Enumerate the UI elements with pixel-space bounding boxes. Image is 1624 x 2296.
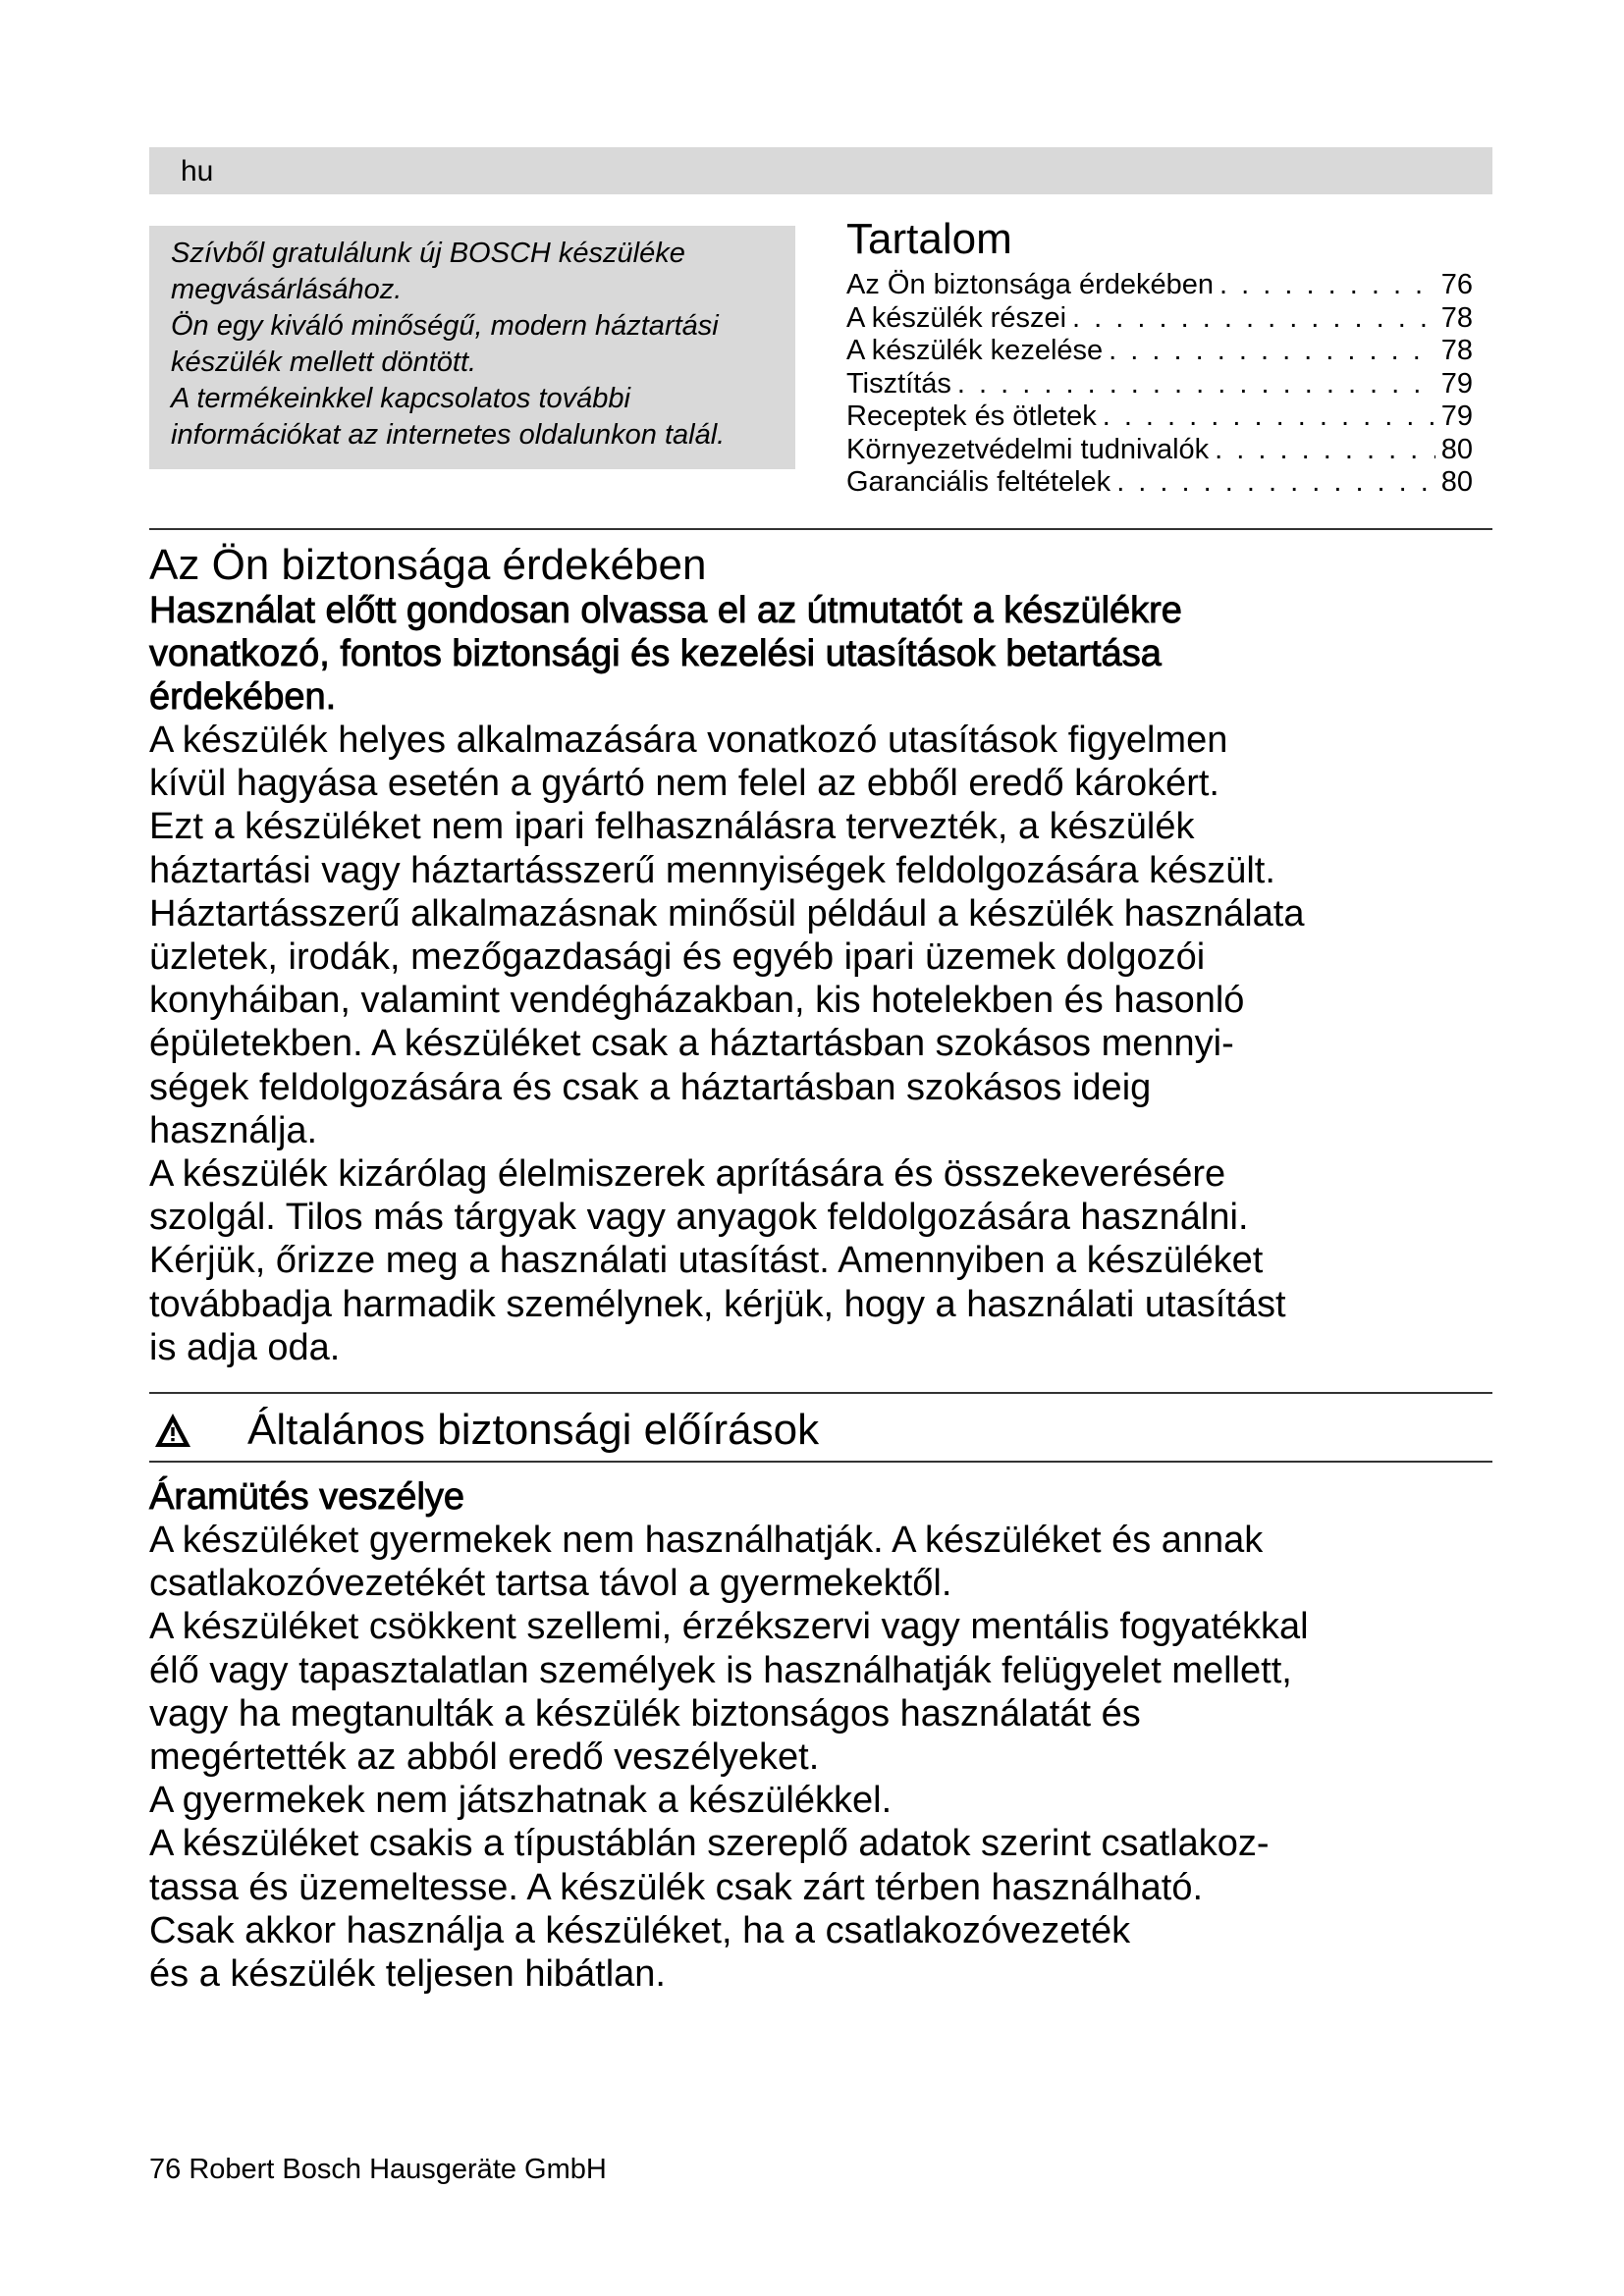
intro-line: információkat az internetes oldalunkon talál. [171, 419, 726, 451]
language-code: hu [181, 155, 214, 187]
toc-leader [1116, 466, 1435, 500]
toc-leader [1215, 434, 1435, 467]
toc-entry-page: 80 [1440, 433, 1473, 465]
toc-entry[interactable] [846, 368, 1473, 401]
general-safety-section [149, 1475, 1504, 1996]
safety-body-line: A készülék kizárólag élelmiszerek aprítására és összekeverésére [149, 1153, 1226, 1196]
toc-entry-page: 80 [1440, 466, 1473, 498]
toc-entry-label: Garanciális feltételek [846, 466, 1111, 498]
toc-entry-page: 78 [1440, 335, 1473, 366]
toc-entry-page: 79 [1440, 367, 1473, 400]
general-body-line: A készüléket csakis a típustáblán szereplő adatok szerint csatlakoz- [149, 1823, 1270, 1865]
safety-body-line: konyháiban, valamint vendégházakban, kis hotelekben és hasonló [149, 980, 1245, 1022]
general-body-line: megértették az abból eredő veszélyeket. [149, 1736, 820, 1779]
toc-entry[interactable] [846, 335, 1473, 368]
general-body-line: A gyermekek nem játszhatnak a készülékkel. [149, 1780, 893, 1822]
safety-lead-line: vonatkozó, fontos biztonsági és kezelési utasítások betartása [149, 633, 1162, 674]
page-footer: 76 Robert Bosch Hausgeräte GmbH [149, 2154, 607, 2185]
toc-leader [1072, 302, 1435, 336]
toc-entry[interactable] [846, 434, 1473, 467]
general-body-line: csatlakozóvezetékét tartsa távol a gyermekektől. [149, 1563, 952, 1605]
general-body-line: és a készülék teljesen hibátlan. [149, 1953, 666, 1996]
toc-leader [1219, 269, 1435, 302]
general-body-line: Csak akkor használja a készüléket, ha a csatlakozóvezeték [149, 1909, 1131, 1951]
table-of-contents [846, 214, 1473, 500]
general-safety-heading [149, 1406, 1504, 1455]
safety-lead-line: Használat előtt gondosan olvassa el az útmutatót a készülékre [149, 590, 1182, 631]
toc-leader [1103, 400, 1435, 434]
safety-section [149, 542, 1504, 1369]
toc-entry[interactable] [846, 400, 1473, 434]
safety-body-line: A készülék helyes alkalmazására vonatkozó utasítások figyelmen [149, 720, 1228, 761]
language-bar [149, 147, 1492, 194]
safety-body-line: Háztartásszerű alkalmazásnak minősül például a készülék használata [149, 892, 1305, 934]
intro-line: Szívből gratulálunk új BOSCH készüléke [171, 238, 685, 269]
general-body-line: vagy ha megtanulták a készülék biztonságos használatát és [149, 1692, 1141, 1735]
toc-entry-label: Környezetvédelmi tudnivalók [846, 433, 1210, 465]
section-title: Általános biztonsági előírások [247, 1406, 820, 1454]
divider [149, 528, 1492, 530]
general-body-line: élő vagy tapasztalatlan személyek is használhatják felügyelet mellett, [149, 1649, 1292, 1691]
intro-line: Ön egy kiváló minőségű, modern háztartási [171, 310, 719, 342]
safety-body-line: Ezt a készüléket nem ipari felhasználásra tervezték, a készülék [149, 806, 1195, 848]
intro-box [149, 226, 795, 469]
safety-body-line: is adja oda. [149, 1326, 341, 1368]
toc-entry-page: 78 [1440, 301, 1473, 334]
subsection-title: Áramütés veszélye [149, 1476, 465, 1518]
warning-triangle-icon [153, 1412, 192, 1449]
toc-entry[interactable] [846, 466, 1473, 500]
toc-title: Tartalom [846, 215, 1012, 263]
general-body-line: A készüléket csökkent szellemi, érzékszervi vagy mentális fogyatékkal [149, 1606, 1309, 1648]
safety-body-line: épületekben. A készüléket csak a háztartásban szokásos mennyi- [149, 1023, 1234, 1065]
toc-entry-page: 79 [1440, 400, 1473, 432]
toc-entry-label: A készülék részei [846, 301, 1067, 334]
safety-body-line: használja. [149, 1109, 318, 1151]
intro-line: készülék mellett döntött. [171, 347, 477, 378]
safety-body-line: kívül hagyása esetén a gyártó nem felel az ebből eredő károkért. [149, 763, 1219, 805]
toc-entry-label: Az Ön biztonsága érdekében [846, 269, 1215, 300]
intro-line: megvásárlásához. [171, 274, 403, 305]
safety-body-line: háztartási vagy háztartásszerű mennyiségek feldolgozására készült. [149, 849, 1275, 891]
safety-body-line: Kérjük, őrizze meg a használati utasítást. Amennyiben a készüléket [149, 1240, 1264, 1282]
toc-entry[interactable] [846, 302, 1473, 336]
safety-body-line: szolgál. Tilos más tárgyak vagy anyagok feldolgozására használni. [149, 1197, 1249, 1239]
toc-entry-label: Receptek és ötletek [846, 400, 1097, 432]
safety-lead-line: érdekében. [149, 676, 337, 718]
toc-entry-label: A készülék kezelése [846, 335, 1104, 366]
divider [149, 1392, 1492, 1394]
safety-body-line: ségek feldolgozására és csak a háztartásban szokásos ideig [149, 1066, 1152, 1108]
divider [149, 1461, 1492, 1463]
general-body-line: A készüléket gyermekek nem használhatják. A készüléket és annak [149, 1520, 1264, 1561]
section-title: Az Ön biztonsága érdekében [149, 541, 707, 589]
toc-leader [957, 368, 1435, 401]
toc-leader [1109, 335, 1435, 368]
toc-entry-page: 76 [1440, 269, 1473, 300]
intro-line: A termékeinkkel kapcsolatos további [171, 383, 630, 414]
safety-body-line: továbbadja harmadik személynek, kérjük, hogy a használati utasítást [149, 1283, 1286, 1325]
safety-body-line: üzletek, irodák, mezőgazdasági és egyéb ipari üzemek dolgozói [149, 936, 1206, 979]
toc-entry[interactable] [846, 269, 1473, 302]
general-body-line: tassa és üzemeltesse. A készülék csak zárt térben használható. [149, 1866, 1204, 1908]
toc-entry-label: Tisztítás [846, 367, 951, 400]
